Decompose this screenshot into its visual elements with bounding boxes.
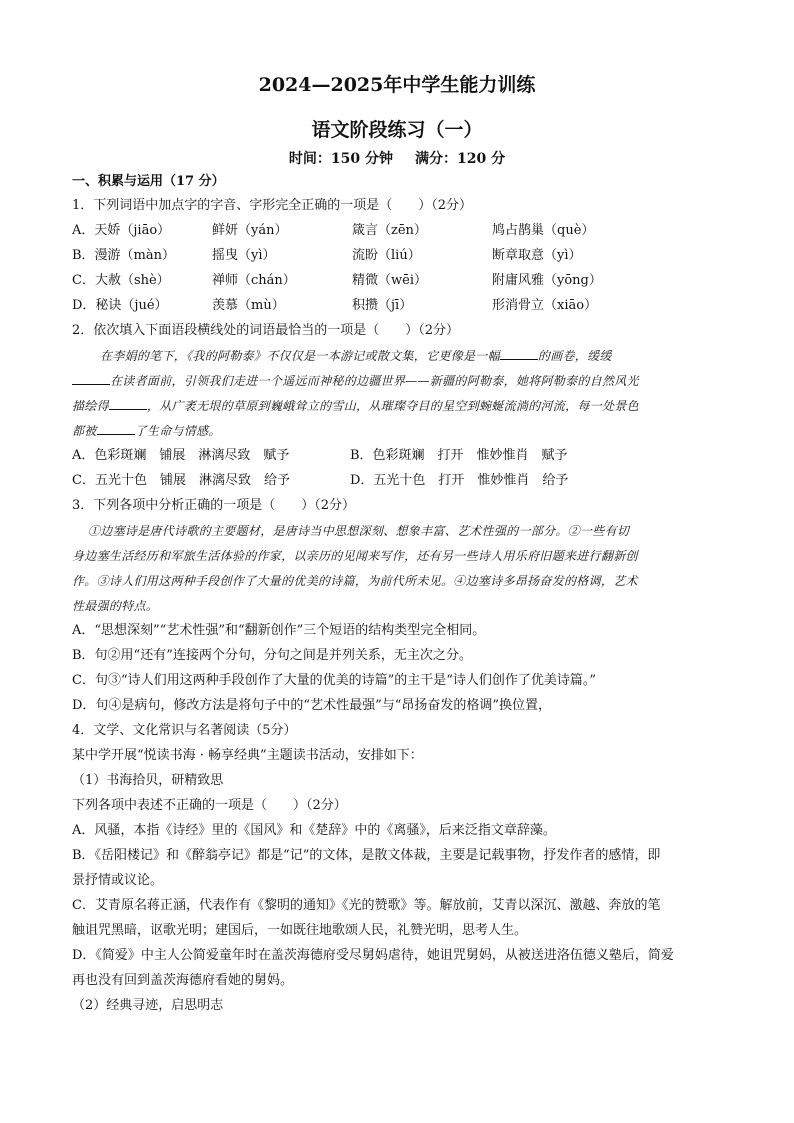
q2-passage-line-3: 描绘得 ，从广袤无垠的草原到巍峨耸立的雪山，从璀璨夺目的星空到蜿蜒流淌的河流，每一处景色 (72, 399, 639, 413)
q1-c-4: 附庸风雅（yōng） (492, 273, 602, 288)
exam-title: 2024—2025年中学生能力训练 (258, 74, 536, 96)
q1-option-row-d (72, 297, 732, 315)
q1-stem: 1．下列词语中加点字的字音、字形完全正确的一项是（ ）（2分） (72, 198, 473, 213)
q4-sub1-heading: （1）书海拾贝，研精致思 (72, 773, 224, 788)
q4-intro: 某中学开展“悦读书海 · 畅享经典”主题读书活动，安排如下： (72, 748, 423, 763)
q3-passage-line-4: 性最强的特点。 (72, 599, 159, 613)
section-heading: 一、积累与运用（17 分） (72, 174, 225, 189)
exam-time: 时间：150 分钟 (288, 151, 393, 167)
exam-score: 满分：120 分 (415, 151, 506, 167)
q1-a-2: 鲜妍（yán） (212, 223, 288, 238)
fill-blank (109, 397, 147, 410)
q2-option-c: C．五光十色 铺展 淋漓尽致 给予 (72, 473, 290, 488)
q1-a-1: A．天娇（jiāo） (72, 223, 171, 238)
fill-blank (500, 347, 538, 360)
q1-d-2: 羡慕（mù） (212, 298, 285, 313)
q3-option-a: A．“思想深刻”“艺术性强”和“翻新创作”三个短语的结构类型完全相同。 (72, 623, 486, 638)
q2-passage-line-2: 在读者面前，引领我们走进一个遥远而神秘的边疆世界——新疆的阿勒泰，她将阿勒泰的自然风光 (72, 372, 732, 390)
q1-c-3: 精微（wēi） (352, 273, 427, 288)
q4-sub1-stem: 下列各项中表述不正确的一项是（ ）（2分） (72, 798, 347, 813)
q1-a-3: 箴言（zēn） (352, 223, 427, 238)
q2-stem: 2．依次填入下面语段横线处的词语最恰当的一项是（ ）（2分） (72, 323, 460, 338)
q1-b-1: B．漫游（màn） (72, 248, 176, 263)
q4-option-d-line-1: D．《简爱》中主人公简爱童年时在盖茨海德府受尽舅妈虐待，她诅咒舅妈，从被送进洛伍德义塾后，简爱 (72, 948, 674, 963)
q4-option-b-line-1: B．《岳阳楼记》和《醉翁亭记》都是“记”的文体，是散文体裁，主要是记载事物，抒发作者的感情，即 (72, 848, 661, 863)
q3-option-c: C．句③“诗人们用这两种手段创作了大量的优美的诗篇”的主干是“诗人们创作了优美诗篇。” (72, 673, 597, 688)
fill-blank (97, 422, 135, 435)
q2-passage-line-1: 在李娟的笔下，《我的阿勒泰》不仅仅是一本游记或散文集，它更像是一幅 的画卷，缓缓 (100, 349, 612, 363)
q4-option-d-line-2: 再也没有回到盖茨海德府看她的舅妈。 (72, 973, 294, 988)
q1-option-row-c (72, 272, 732, 290)
q4-option-a: A．风骚，本指《诗经》里的《国风》和《楚辞》中的《离骚》，后来泛指文章辞藻。 (72, 823, 556, 838)
q1-d-4: 形消骨立（xiāo） (492, 298, 598, 313)
q2-option-a: A．色彩斑斓 铺展 淋漓尽致 赋予 (72, 448, 290, 463)
q2-option-b: B．色彩斑斓 打开 惟妙惟肖 赋予 (350, 448, 568, 463)
q1-c-1: C．大赦（shè） (72, 273, 170, 288)
q2-passage-line-4: 都被 了生命与情感。 (72, 424, 221, 438)
q1-d-3: 积攒（jī） (352, 298, 413, 313)
q4-stem: 4．文学、文化常识与名著阅读（5分） (72, 723, 297, 738)
q1-option-row-a (72, 222, 732, 240)
q3-option-b: B．句②用“还有”连接两个分句，分句之间是并列关系，无主次之分。 (72, 648, 472, 663)
q4-option-c-line-1: C．艾青原名蒋正涵，代表作有《黎明的通知》《光的赞歌》等。解放前，艾青以深沉、激越、奔放的笔 (72, 898, 661, 913)
q1-b-3: 流盼（liú） (352, 248, 421, 263)
exam-meta (0, 148, 794, 168)
q2-option-d: D．五光十色 打开 惟妙惟肖 给予 (350, 473, 569, 488)
q4-sub2-heading: （2）经典寻迹，启思明志 (72, 998, 224, 1013)
q1-option-row-b (72, 247, 732, 265)
q2-options-ab (72, 447, 732, 465)
q3-stem: 3．下列各项中分析正确的一项是（ ）（2分） (72, 498, 356, 513)
q3-passage-line-2: 身边塞生活经历和军旅生活体验的作家，以亲历的见闻来写作，还有另一些诗人用乐府旧题来进行翻新创 (72, 549, 638, 563)
q4-option-b-line-2: 景抒情或议论。 (72, 873, 164, 888)
q1-a-4: 鸠占鹊巢（què） (492, 223, 595, 238)
q3-passage-line-1: ①边塞诗是唐代诗歌的主要题材，是唐诗当中思想深刻、想象丰富、艺术性强的一部分。②一些有切 (88, 524, 630, 538)
fill-blank (72, 372, 110, 385)
exam-subtitle: 语文阶段练习（一） (311, 119, 483, 141)
q1-c-2: 禅师（chán） (212, 273, 296, 288)
q1-b-4: 断章取意（yì） (492, 248, 582, 263)
q1-b-2: 摇曳（yì） (212, 248, 276, 263)
q3-passage-line-3: 作。③诗人们用这两种手段创作了大量的优美的诗篇，为前代所未见。④边塞诗多昂扬奋发的格调，艺术 (72, 574, 638, 588)
q3-option-d: D．句④是病句，修改方法是将句子中的“艺术性最强”与“昂扬奋发的格调”换位置， (72, 698, 552, 713)
q4-option-c-line-2: 触诅咒黑暗，讴歌光明；建国后，一如既往地歌颂人民，礼赞光明，思考人生。 (72, 923, 528, 938)
q1-d-1: D．秘诀（jué） (72, 298, 168, 313)
q2-options-cd (72, 472, 732, 490)
